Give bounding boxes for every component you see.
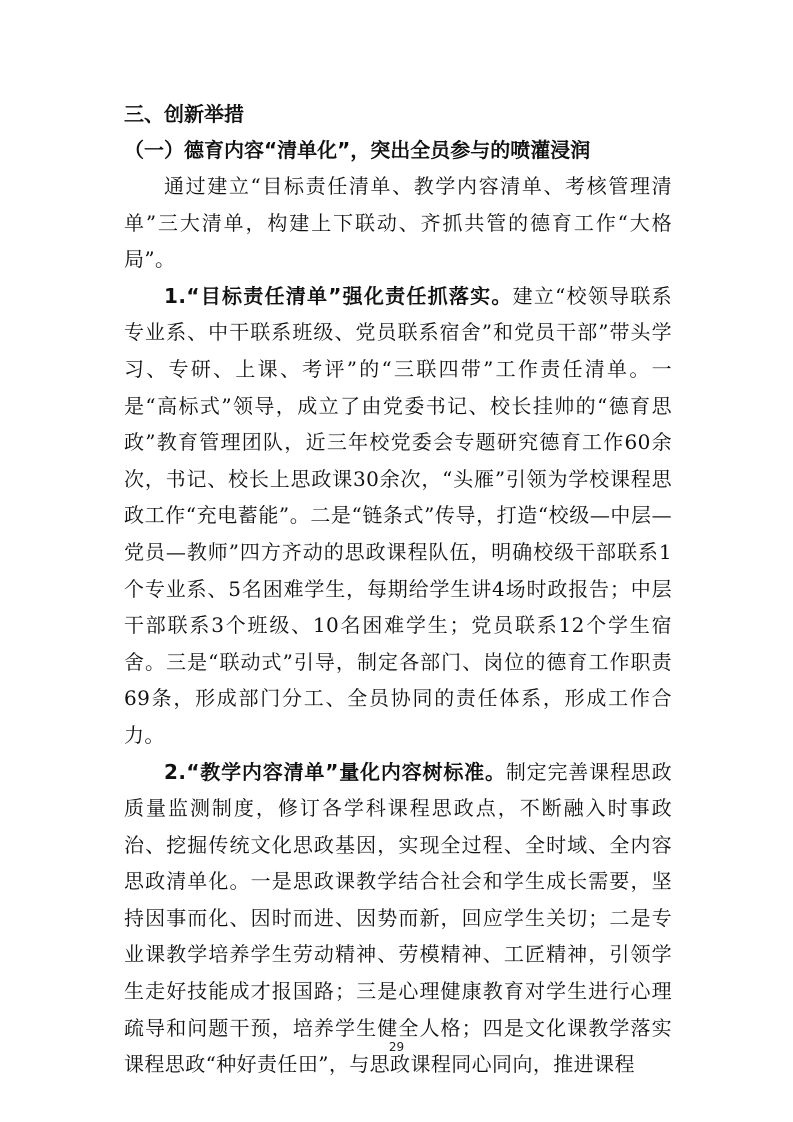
teaching-content-paragraph — [124, 754, 672, 1083]
section-title: 三、创新举措 — [124, 102, 244, 126]
target-responsibility-heading: 1.“目标责任清单”强化责任抓落实。 — [164, 283, 513, 308]
teaching-content-text: 制定完善课程思政质量监测制度，修订各学科课程思政点，不断融入时事政治、挖掘传统文化思政基因，实现全过程、全时域、全内容思政清单化。一是思政课教学结合社会和学生成长需要，坚持因事而化、因时而进、因势而新，回应学生关切；二是专业课教学培养学生劳动精神、劳模精神、工匠精神，引领学生走好技能成才报国路；三是心理健康教育对学生进行心理疏导和问题干预，培养学生健全人格；四是文化课教学落实课程思政“种好责任田”，与思政课程同心同向，推进课程 — [124, 759, 672, 1077]
intro-paragraph — [124, 168, 672, 278]
target-responsibility-paragraph — [124, 278, 672, 754]
intro-paragraph-text: 通过建立“目标责任清单、教学内容清单、考核管理清单”三大清单，构建上下联动、齐抓共管的德育工作“大格局”。 — [124, 174, 672, 272]
page-content — [124, 96, 672, 1083]
teaching-content-heading: 2.“教学内容清单”量化内容树标准。 — [164, 759, 506, 784]
page-number: 29 — [388, 1040, 405, 1054]
target-responsibility-text: 建立“校领导联系专业系、中干联系班级、党员联系宿舍”和党员干部”带头学习、专研、上课、考评”的“三联四带”工作责任清单。一是“高标式”领导，成立了由党委书记、校长挂帅的“德育思政”教育管理团队，近三年校党委会专题研究德育工作60余次，书记、校长上思政课30余次，“头雁”引领为学校课程思政工作“充电蓄能”。二是“链条式”传导，打造“校级—中层—党员—教师”四方齐动的思政课程队伍，明确校级干部联系1个专业系、5名困难学生，每期给学生讲4场时政报告；中层干部联系3个班级、10名困难学生；党员联系12个学生宿舍。三是“联动式”引导，制定各部门、岗位的德育工作职责69条，形成部门分工、全员协同的责任体系，形成工作合力。 — [124, 283, 672, 747]
subsection-title: （一）德育内容“清单化”，突出全员参与的喷灌浸润 — [124, 138, 591, 162]
